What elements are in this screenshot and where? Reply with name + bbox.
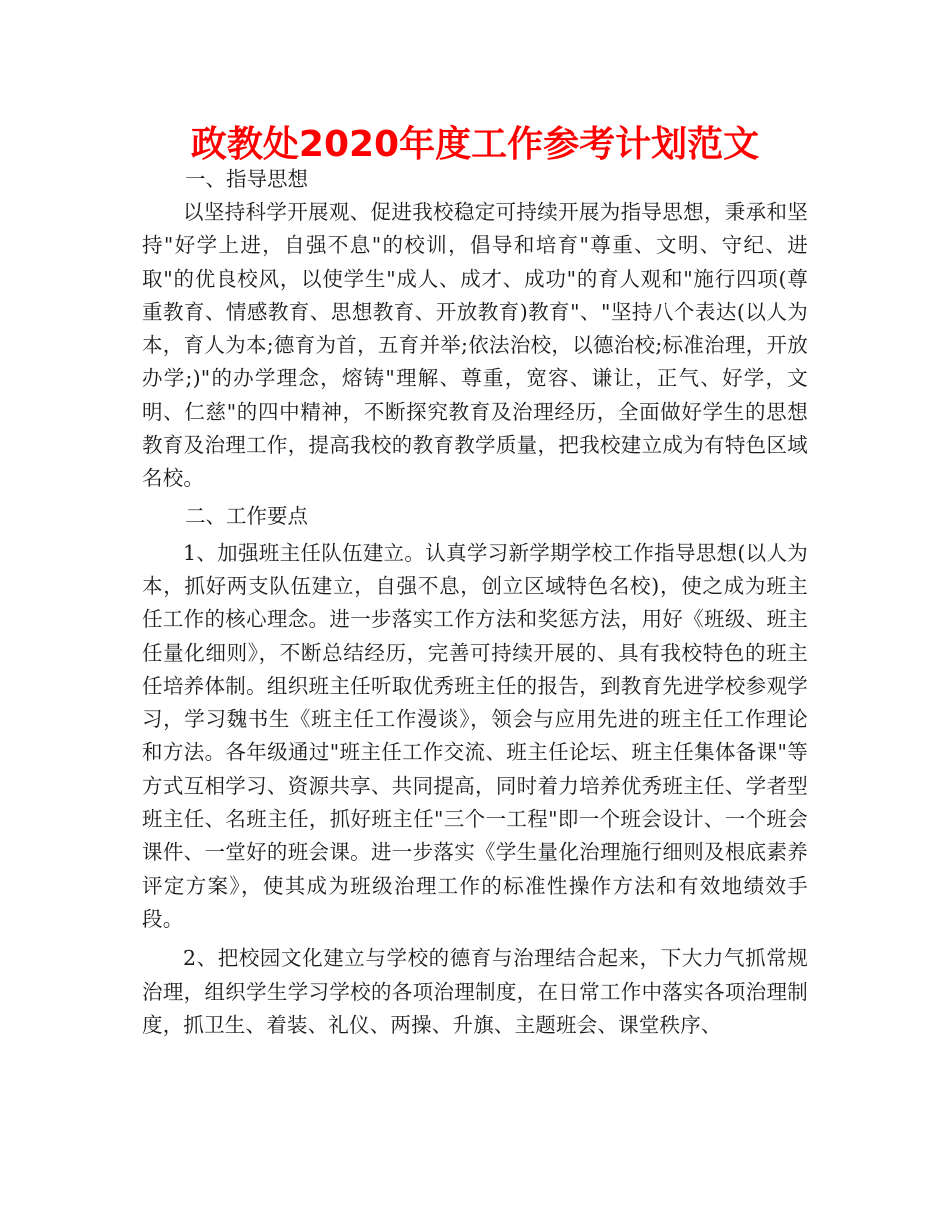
document-title: 政教处2020年度工作参考计划范文 bbox=[190, 124, 760, 165]
section-heading-work-points: 二、工作要点 bbox=[185, 503, 308, 528]
document-body bbox=[142, 163, 808, 1042]
paragraph-work-point-2: 2、把校园文化建立与学校的德育与治理结合起来，下大力气抓常规治理，组织学生学习学校的各项治理制度，在日常工作中落实各项治理制度，抓卫生、着装、礼仪、两操、升旗、主题班会、课堂秩序、 bbox=[142, 946, 808, 1037]
paragraph-work-point-1: 1、加强班主任队伍建立。认真学习新学期学校工作指导思想(以人为本，抓好两支队伍建立，自强不息，创立区域特色名校)，使之成为班主任工作的核心理念。进一步落实工作方法和奖惩方法，用好《班级、班主任量化细则》，不断总结经历，完善可持续开展的、具有我校特色的班主任培养体制。组织班主任听取优秀班主任的报告，到教育先进学校参观学习，学习魏书生《班主任工作漫谈》，领会与应用先进的班主任工作理论和方法。各年级通过"班主任工作交流、班主任论坛、班主任集体备课"等方式互相学习、资源共享、共同提高，同时着力培养优秀班主任、学者型班主任、名班主任，抓好班主任"三个一工程"即一个班会设计、一个班会课件、一堂好的班会课。进一步落实《学生量化治理施行细则及根底素养评定方案》，使其成为班级治理工作的标准性操作方法和有效地绩效手段。 bbox=[142, 540, 808, 931]
section-heading-guiding-ideology: 一、指导思想 bbox=[185, 167, 308, 191]
paragraph-guiding-ideology: 以坚持科学开展观、促进我校稳定可持续开展为指导思想，秉承和坚持"好学上进，自强不息"的校训，倡导和培育"尊重、文明、守纪、进取"的优良校风，以使学生"成人、成才、成功"的育人观和"施行四项(尊重教育、情感教育、思想教育、开放教育)教育"、"坚持八个表达(以人为本，育人为本;德育为首，五育并举;依法治校，以德治校;标准治理，开放办学;)"的办学理念，熔铸"理解、尊重，宽容、谦让，正气、好学，文明、仁慈"的四中精神，不断探究教育及治理经历，全面做好学生的思想教育及治理工作，提高我校的教育教学质量，把我校建立成为有特色区域名校。 bbox=[142, 200, 808, 491]
